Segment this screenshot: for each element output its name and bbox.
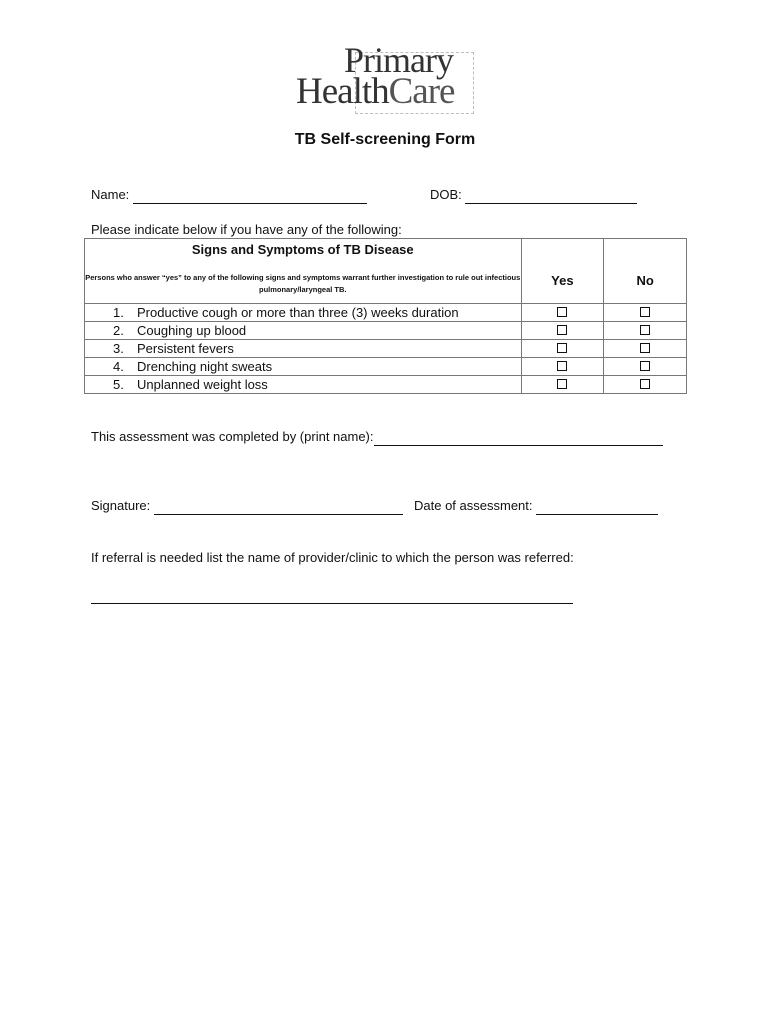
logo-line-2: [296, 72, 454, 112]
no-cell: [604, 304, 687, 322]
table-row: [85, 376, 687, 394]
table-row: [85, 322, 687, 340]
no-cell: [604, 376, 687, 394]
referral-input-line[interactable]: [91, 589, 573, 604]
symptom-text: Unplanned weight loss: [137, 377, 268, 392]
yes-cell: [521, 304, 604, 322]
yes-checkbox[interactable]: [557, 307, 567, 317]
table-row: [85, 340, 687, 358]
no-checkbox[interactable]: [640, 343, 650, 353]
instruction-text: Please indicate below if you have any of the following:: [91, 222, 402, 237]
table-row: [85, 304, 687, 322]
no-checkbox[interactable]: [640, 307, 650, 317]
yes-checkbox[interactable]: [557, 343, 567, 353]
logo-line-1: Primary: [344, 40, 453, 80]
dob-label: DOB:: [430, 187, 462, 202]
row-number: 1.: [113, 305, 124, 320]
symptoms-table: [84, 238, 687, 394]
symptom-cell: [85, 358, 522, 376]
yes-checkbox[interactable]: [557, 379, 567, 389]
table-note: Persons who answer “yes” to any of the following signs and symptoms warrant further investigation to rule out infectious pulmonary/laryngeal TB.: [85, 273, 521, 294]
symptom-text: Coughing up blood: [137, 323, 247, 338]
table-row: [85, 358, 687, 376]
date-label: Date of assessment:: [414, 498, 533, 513]
dob-input-line[interactable]: [465, 189, 637, 204]
form-title: TB Self-screening Form: [294, 131, 476, 148]
yes-cell: [521, 358, 604, 376]
referral-field: [91, 586, 573, 604]
no-cell: [604, 340, 687, 358]
no-checkbox[interactable]: [640, 325, 650, 335]
row-number: 3.: [113, 341, 124, 356]
symptom-text: Persistent fevers: [137, 341, 234, 356]
name-label: Name:: [91, 187, 130, 202]
date-field: [414, 497, 658, 515]
dob-field: [430, 186, 637, 204]
row-number: 2.: [113, 323, 124, 338]
completed-by-input-line[interactable]: [374, 431, 663, 446]
table-header: [85, 239, 522, 304]
date-input-line[interactable]: [536, 500, 658, 515]
yes-cell: [521, 376, 604, 394]
logo-health: Health: [296, 71, 389, 112]
referral-label: If referral is needed list the name of provider/clinic to which the person was referred:: [91, 550, 574, 565]
col-header-yes: Yes: [521, 239, 604, 304]
completed-by-field: [91, 428, 663, 446]
symptom-cell: [85, 322, 522, 340]
yes-cell: [521, 322, 604, 340]
col-header-no: No: [604, 239, 687, 304]
symptom-cell: [85, 304, 522, 322]
symptom-text: Productive cough or more than three (3) weeks duration: [137, 305, 459, 320]
symptom-cell: [85, 376, 522, 394]
no-checkbox[interactable]: [640, 361, 650, 371]
symptom-cell: [85, 340, 522, 358]
completed-by-label: This assessment was completed by (print name):: [91, 429, 374, 444]
name-field: [91, 186, 367, 204]
no-cell: [604, 358, 687, 376]
signature-input-line[interactable]: [154, 500, 403, 515]
row-number: 5.: [113, 377, 124, 392]
table-title: Signs and Symptoms of TB Disease: [191, 242, 414, 257]
logo-care: Care: [388, 71, 455, 112]
symptom-text: Drenching night sweats: [137, 359, 273, 374]
yes-checkbox[interactable]: [557, 325, 567, 335]
no-checkbox[interactable]: [640, 379, 650, 389]
row-number: 4.: [113, 359, 124, 374]
no-cell: [604, 322, 687, 340]
signature-label: Signature:: [91, 498, 151, 513]
yes-checkbox[interactable]: [557, 361, 567, 371]
name-input-line[interactable]: [133, 189, 367, 204]
yes-cell: [521, 340, 604, 358]
signature-field: [91, 497, 403, 515]
